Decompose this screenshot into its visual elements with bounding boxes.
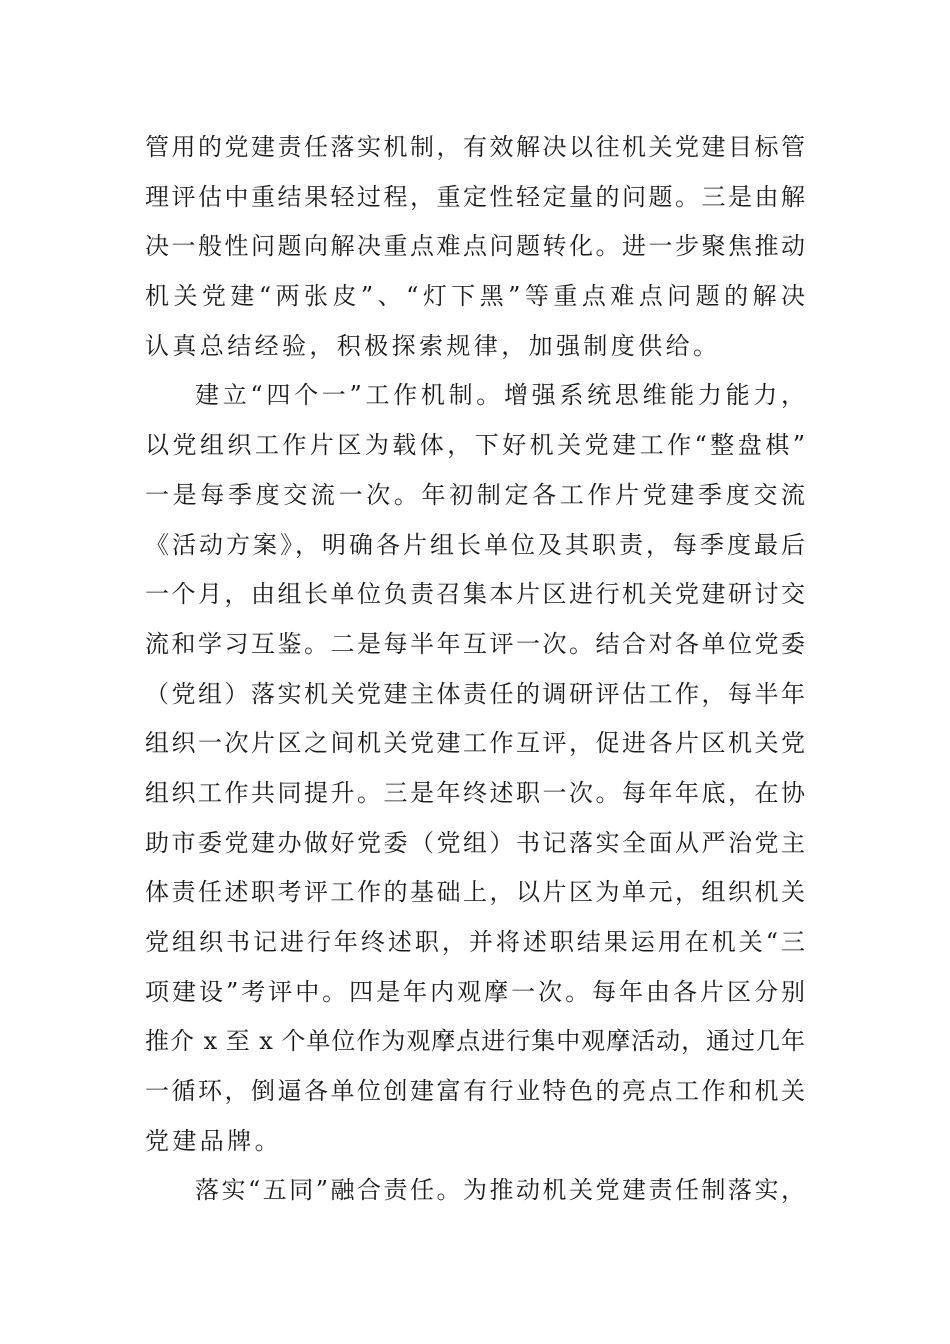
paragraph-2 (145, 371, 805, 1166)
text-line: 机关党建“两张皮”、“灯下黑”等重点难点问题的解决 (145, 282, 805, 311)
text-line: 决一般性问题向解决重点难点问题转化。进一步聚焦推动 (145, 232, 805, 261)
paragraph-1 (145, 123, 805, 371)
paragraph-heading-line: 建立“四个一”工作机制。增强系统思维能力能力， (195, 381, 805, 410)
text-line: 一是每季度交流一次。年初制定各工作片党建季度交流 (145, 480, 805, 509)
text-line: （党组）落实机关党建主体责任的调研评估工作，每半年 (145, 679, 805, 708)
text-line: 一循环，倒逼各单位创建富有行业特色的亮点工作和机关 (145, 1077, 805, 1106)
body-text (145, 123, 805, 1216)
text-line: 《活动方案》，明确各片组长单位及其职责，每季度最后 (145, 530, 805, 559)
text-line: 推介 x 至 x 个单位作为观摩点进行集中观摩活动，通过几年 (145, 1027, 805, 1056)
text-line: 党组织书记进行年终述职，并将述职结果运用在机关“三 (145, 928, 805, 956)
text-line: 组织一次片区之间机关党建工作互评，促进各片区机关党 (145, 729, 805, 758)
paragraph-heading-line: 落实“五同”融合责任。为推动机关党建责任制落实， (195, 1176, 805, 1205)
text-line: 以党组织工作片区为载体，下好机关党建工作“整盘棋” (145, 431, 805, 460)
text-line: 助市委党建办做好党委（党组）书记落实全面从严治党主 (145, 828, 805, 857)
paragraph-3 (145, 1166, 805, 1216)
text-line: 理评估中重结果轻过程，重定性轻定量的问题。三是由解 (145, 182, 805, 211)
text-line: 一个月，由组长单位负责召集本片区进行机关党建研讨交 (145, 580, 805, 609)
text-line: 流和学习互鉴。二是每半年互评一次。结合对各单位党委 (145, 629, 805, 658)
text-line: 认真总结经验，积极探索规律，加强制度供给。 (145, 331, 721, 360)
text-line: 组织工作共同提升。三是年终述职一次。每年年底，在协 (145, 778, 805, 807)
text-line: 党建品牌。 (145, 1126, 282, 1155)
text-line: 体责任述职考评工作的基础上，以片区为单元，组织机关 (145, 878, 805, 907)
text-line: 项建设”考评中。四是年内观摩一次。每年由各片区分别 (145, 977, 805, 1006)
text-line: 管用的党建责任落实机制，有效解决以往机关党建目标管 (145, 133, 805, 161)
